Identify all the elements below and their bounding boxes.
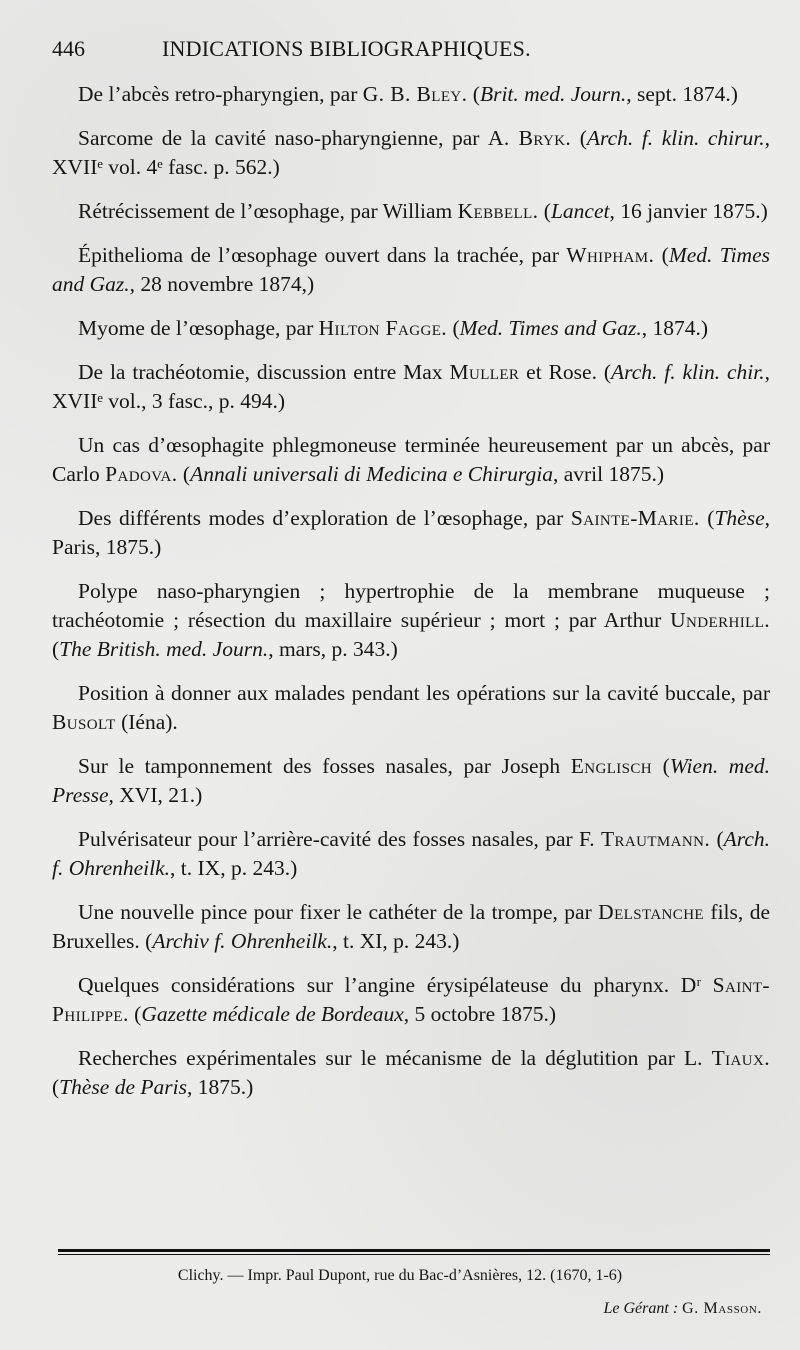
bibliography-entry xyxy=(52,124,770,182)
entry-text: , t. IX, p. 243.) xyxy=(170,856,298,880)
entry-text: Un cas d’œsophagite phlegmoneuse terminée heureusement par un abcès, par Carlo xyxy=(52,433,770,486)
bibliography-entry xyxy=(52,314,770,343)
entry-source: Thèse de Paris xyxy=(59,1075,187,1099)
entry-text: De l’abcès retro-pharyngien, par xyxy=(78,82,363,106)
entry-text: , XVI, 21.) xyxy=(108,783,203,807)
entry-text: , Paris, 1875.) xyxy=(52,506,770,559)
entry-author: Busolt xyxy=(52,710,116,734)
footer-rule-thick xyxy=(58,1249,770,1252)
entry-source: Archiv f. Ohrenheilk. xyxy=(152,929,333,953)
entry-source: Arch. f. klin. chirur. xyxy=(586,126,765,150)
entry-text: , 28 novembre 1874,) xyxy=(129,272,315,296)
entry-author: Englisch xyxy=(570,754,653,778)
entry-text: ( xyxy=(699,506,715,530)
entry-source: Annali universali di Medicina e Chirurgia xyxy=(190,462,553,486)
entry-source: Thèse xyxy=(714,506,765,530)
bibliography-entry xyxy=(52,197,770,226)
entry-text: ( xyxy=(710,827,724,851)
entry-source: Med. Times and Gaz. xyxy=(52,243,770,296)
entry-source: The British. med. Journ. xyxy=(59,637,269,661)
entry-text: ( xyxy=(52,637,60,661)
entry-author: Whipham. xyxy=(566,243,655,267)
gerant-signature xyxy=(603,1300,762,1318)
entry-text: , mars, p. 343.) xyxy=(268,637,398,661)
printer-imprint: Clichy. — Impr. Paul Dupont, rue du Bac-d’Asnières, 12. (1670, 1-6) xyxy=(177,1267,623,1284)
entry-text: , XVIIᵉ vol. 4ᵉ fasc. p. 562.) xyxy=(52,126,770,179)
bibliography-entry xyxy=(52,431,770,489)
entry-author: Tiaux. xyxy=(711,1046,770,1070)
entry-text: ( xyxy=(447,316,460,340)
bibliography-entry xyxy=(52,358,770,416)
page-number: 446 xyxy=(52,36,85,61)
entry-text: Une nouvelle pince pour fixer le cathéter de la trompe, par xyxy=(78,900,599,924)
entry-source: Wien. med. Presse xyxy=(52,754,770,807)
entry-text: ( xyxy=(467,82,480,106)
entry-text: , 1874.) xyxy=(641,316,709,340)
bibliography-entry xyxy=(52,971,770,1029)
entry-text: ( xyxy=(571,126,587,150)
bibliography-entry xyxy=(52,752,770,810)
entry-author: A. Bryk. xyxy=(488,126,572,150)
entry-text: ( xyxy=(654,243,669,267)
entry-author: Saint-Philippe. xyxy=(52,973,770,1026)
footer-rule-thin xyxy=(58,1254,770,1255)
entry-author: Delstanche xyxy=(598,900,704,924)
entry-text: De la trachéotomie, discussion entre Max xyxy=(78,360,450,384)
running-head: INDICATIONS BIBLIOGRAPHIQUES. xyxy=(162,36,531,61)
entry-text: , 16 janvier 1875.) xyxy=(609,199,768,223)
entry-text: Des différents modes d’exploration de l’œsophage, par xyxy=(78,506,571,530)
entry-text: ( xyxy=(52,1075,60,1099)
entry-author: Kebbell. xyxy=(457,199,539,223)
entry-author: Sainte-Marie. xyxy=(570,506,700,530)
entry-text: fils, de Bruxelles. ( xyxy=(52,900,770,953)
entry-text: , XVIIᵉ vol., 3 fasc., p. 494.) xyxy=(52,360,770,413)
entry-text: Quelques considérations sur l’angine érysipélateuse du pharynx. Dʳ xyxy=(78,973,713,997)
entry-source: Med. Times and Gaz. xyxy=(459,316,642,340)
entry-text: Épithelioma de l’œsophage ouvert dans la trachée, par xyxy=(78,243,567,267)
bibliography-entry xyxy=(52,577,770,664)
bibliography-entry xyxy=(52,241,770,299)
entry-text: , 5 octobre 1875.) xyxy=(403,1002,557,1026)
entry-text: Pulvérisateur pour l’arrière-cavité des fosses nasales, par F. xyxy=(78,827,601,851)
entry-text: Sarcome de la cavité naso-pharyngienne, par xyxy=(78,126,488,150)
bibliography-entry xyxy=(52,504,770,562)
bibliography-entry xyxy=(52,825,770,883)
entry-text: Recherches expérimentales sur le mécanisme de la déglutition par L. xyxy=(78,1046,712,1070)
bibliography-entry xyxy=(52,1044,770,1102)
entry-text: Polype naso-pharyngien ; hypertrophie de la membrane muqueuse ; trachéotomie ; résection du maxillaire supérieur ; mort ; par Arthur xyxy=(52,579,770,632)
entry-text: ( xyxy=(177,462,191,486)
gerant-label: Le Gérant : xyxy=(603,1300,679,1317)
bibliography-entry xyxy=(52,898,770,956)
entry-author: Hilton Fagge. xyxy=(318,316,448,340)
entry-text: ( xyxy=(652,754,670,778)
bibliography-entry xyxy=(52,679,770,737)
bibliography-entry xyxy=(52,80,770,109)
entry-author: Underhill. xyxy=(670,608,770,632)
entry-source: Arch. f. klin. chir. xyxy=(611,360,765,384)
entry-text: , 1875.) xyxy=(186,1075,254,1099)
entry-author: Muller xyxy=(449,360,520,384)
entry-text: Rétrécissement de l’œsophage, par William xyxy=(78,199,458,223)
entry-text: , sept. 1874.) xyxy=(626,82,738,106)
entry-text: , avril 1875.) xyxy=(552,462,665,486)
entry-source: Lancet xyxy=(550,199,610,223)
entry-author: Padova. xyxy=(105,462,178,486)
page-header xyxy=(52,36,770,76)
entry-author: G. B. Bley. xyxy=(362,82,468,106)
entry-text: , t. XI, p. 243.) xyxy=(332,929,460,953)
entry-source: Brit. med. Journ. xyxy=(479,82,627,106)
entry-text: Position à donner aux malades pendant les opérations sur la cavité buccale, par xyxy=(78,681,770,705)
entry-source: Arch. f. Ohrenheilk. xyxy=(52,827,770,880)
entry-text: ( xyxy=(538,199,551,223)
entry-author: Trautmann. xyxy=(600,827,711,851)
entry-text: (Iéna). xyxy=(115,710,178,734)
gerant-name: G. Masson. xyxy=(682,1300,762,1317)
entry-text: Sur le tamponnement des fosses nasales, par Joseph xyxy=(78,754,571,778)
bibliography-list xyxy=(52,80,770,1102)
entry-text: et Rose. ( xyxy=(519,360,611,384)
entry-text: ( xyxy=(128,1002,142,1026)
entry-text: Myome de l’œsophage, par xyxy=(78,316,319,340)
entry-source: Gazette médicale de Bordeaux xyxy=(141,1002,404,1026)
